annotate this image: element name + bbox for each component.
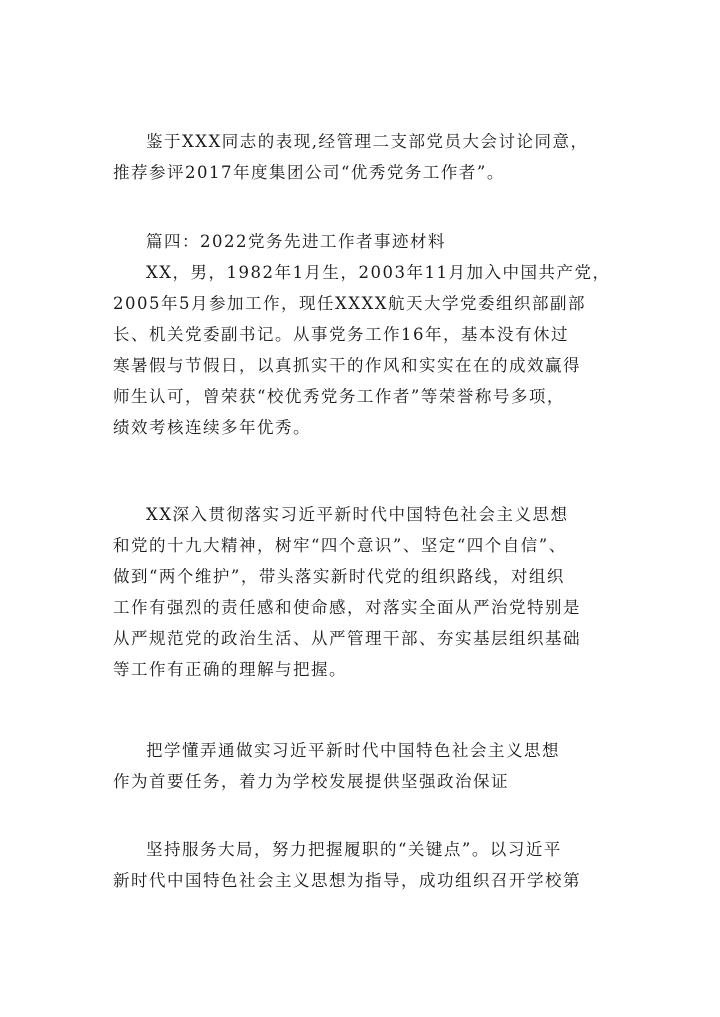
paragraph-line: 推荐参评2017年度集团公司“优秀党务工作者”。 — [113, 163, 505, 182]
paragraph-line: 2005年5月参加工作，现任XXXX航天大学党委组织部副部 — [113, 294, 586, 313]
paragraph-line: 师生认可，曾荣获“校优秀党务工作者”等荣誉称号多项， — [113, 387, 565, 406]
paragraph-line: 长、机关党委副书记。从事党务工作16年，基本没有休过 — [113, 325, 569, 344]
paragraph-line: 鉴于XXX同志的表现,经管理二支部党员大会讨论同意， — [146, 132, 589, 151]
paragraph-line: 把学懂弄通做实习近平新时代中国特色社会主义思想 — [146, 741, 560, 760]
paragraph-section-four — [113, 226, 610, 443]
paragraph-line: 和党的十九大精神，树牢“四个意识”、坚定“四个自信”、 — [113, 536, 567, 555]
paragraph-line: 做到“两个维护”，带头落实新时代党的组织路线，对组织 — [113, 567, 565, 586]
paragraph-line: XX深入贯彻落实习近平新时代中国特色社会主义思想 — [146, 505, 569, 524]
paragraph-line: 工作有强烈的责任感和使命感，对落实全面从严治党特别是 — [113, 598, 581, 617]
paragraph-line: 坚持服务大局，努力把握履职的“关键点”。以习近平 — [146, 840, 562, 859]
paragraph-implementation — [113, 499, 610, 685]
paragraph-recommendation — [113, 126, 610, 188]
paragraph-line: 作为首要任务，着力为学校发展提供坚强政治保证 — [113, 772, 509, 791]
paragraph-line: 寒暑假与节假日，以真抓实干的作风和实实在在的成效赢得 — [113, 356, 581, 375]
paragraph-line: 新时代中国特色社会主义思想为指导，成功组织召开学校第 — [113, 871, 581, 890]
paragraph-line: 绩效考核连续多年优秀。 — [113, 418, 311, 437]
paragraph-line: 等工作有正确的理解与把握。 — [113, 660, 347, 679]
paragraph-serve-overall — [113, 834, 610, 896]
paragraph-line: 从严规范党的政治生活、从严管理干部、夯实基层组织基础 — [113, 629, 581, 648]
section-heading: 篇四：2022党务先进工作者事迹材料 — [146, 232, 446, 251]
paragraph-line: XX，男，1982年1月生，2003年11月加入中国共产党， — [146, 263, 610, 282]
paragraph-priority-task — [113, 735, 610, 797]
